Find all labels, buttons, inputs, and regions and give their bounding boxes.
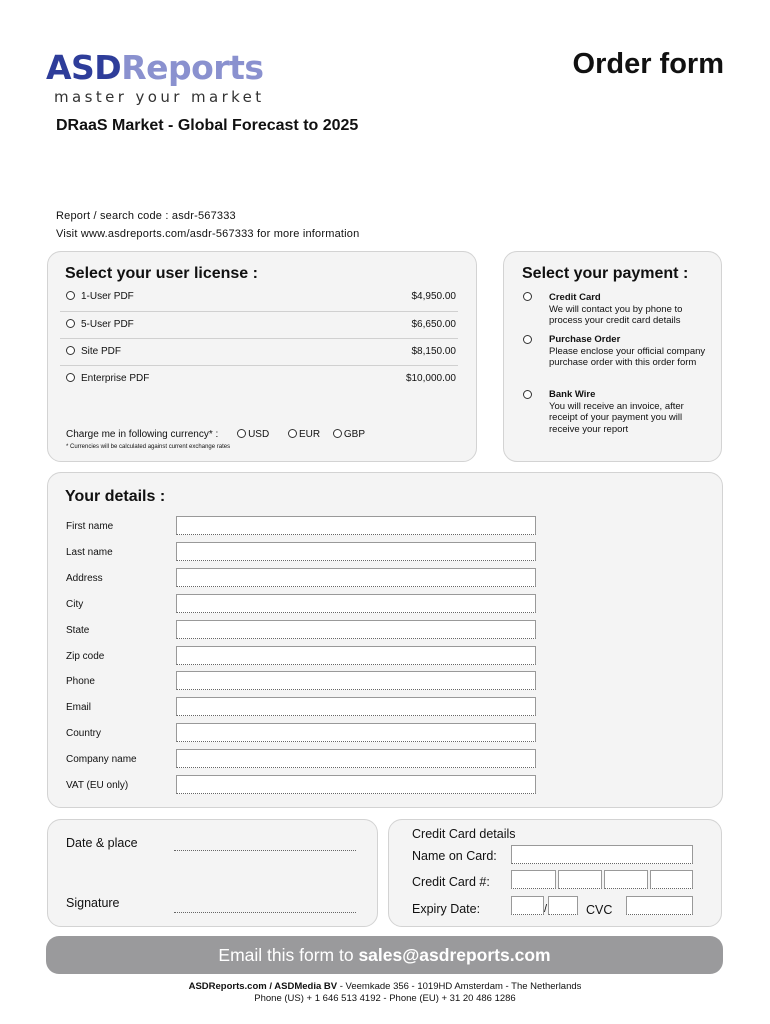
license-option-site[interactable] [66, 343, 456, 361]
report-title: DRaaS Market - Global Forecast to 2025 [56, 117, 359, 134]
footer-address [0, 981, 770, 992]
state-label: State [66, 625, 90, 636]
radio-icon[interactable] [237, 429, 246, 438]
expiry-date-label: Expiry Date: [412, 902, 481, 916]
license-heading: Select your user license : [65, 265, 258, 282]
vat-field[interactable] [176, 775, 536, 794]
license-label: Enterprise PDF [81, 373, 150, 384]
radio-icon[interactable] [66, 319, 75, 328]
expiry-separator: / [544, 903, 548, 915]
email-address-link[interactable]: sales@asdreports.com [358, 945, 551, 965]
email-form-banner[interactable] [46, 936, 723, 974]
license-option-5-user[interactable] [66, 316, 456, 334]
radio-icon[interactable] [523, 335, 532, 344]
radio-icon[interactable] [523, 292, 532, 301]
state-field[interactable] [176, 620, 536, 639]
currency-option-eur[interactable]: EUR [288, 429, 320, 440]
cvc-label: CVC [586, 903, 613, 917]
license-label: 5-User PDF [81, 319, 134, 330]
logo-tagline: master your market [54, 88, 265, 106]
currency-note: * Currencies will be calculated against current exchange rates [66, 444, 231, 450]
country-label: Country [66, 728, 102, 739]
currency-option-usd[interactable]: USD [237, 429, 269, 440]
payment-heading: Select your payment : [522, 265, 689, 282]
date-place-label: Date & place [66, 836, 138, 850]
currency-option-gbp[interactable]: GBP [333, 429, 365, 440]
footer-company: ASDReports.com / ASDMedia BV [188, 981, 338, 992]
company-name-field[interactable] [176, 749, 536, 768]
radio-icon[interactable] [66, 291, 75, 300]
date-place-field[interactable] [174, 850, 356, 851]
card-number-field-2[interactable] [558, 870, 602, 889]
email-label: Email [66, 702, 92, 713]
card-number-field-3[interactable] [604, 870, 648, 889]
name-on-card-label: Name on Card: [412, 849, 497, 863]
city-label: City [66, 599, 84, 610]
first-name-label: First name [66, 521, 114, 532]
country-field[interactable] [176, 723, 536, 742]
expiry-month-field[interactable] [511, 896, 544, 915]
first-name-field[interactable] [176, 516, 536, 535]
email-prefix: Email this form to [218, 945, 359, 965]
details-heading: Your details : [65, 488, 166, 505]
radio-icon[interactable] [523, 390, 532, 399]
license-label: 1-User PDF [81, 291, 134, 302]
zip-code-label: Zip code [66, 651, 105, 662]
order-form-title: Order form [572, 48, 724, 80]
divider [60, 365, 458, 366]
name-on-card-field[interactable] [511, 845, 693, 864]
card-number-field-1[interactable] [511, 870, 556, 889]
divider [60, 311, 458, 312]
payment-option-credit-card[interactable] [549, 292, 709, 327]
radio-icon[interactable] [66, 346, 75, 355]
phone-field[interactable] [176, 671, 536, 690]
license-price: $10,000.00 [405, 373, 456, 384]
logo-part-asd: ASD [46, 48, 122, 87]
address-field[interactable] [176, 568, 536, 587]
city-field[interactable] [176, 594, 536, 613]
license-price: $4,950.00 [411, 291, 456, 302]
payment-option-bank-wire[interactable] [549, 389, 709, 435]
radio-icon[interactable] [333, 429, 342, 438]
divider [60, 338, 458, 339]
logo-part-reports: Reports [121, 48, 264, 87]
signature-label: Signature [66, 896, 120, 910]
card-number-field-4[interactable] [650, 870, 693, 889]
payment-desc: Please enclose your official company purchase order with this order form [549, 345, 706, 368]
company-logo [46, 50, 265, 106]
company-name-label: Company name [66, 754, 137, 765]
last-name-label: Last name [66, 547, 113, 558]
radio-icon[interactable] [66, 373, 75, 382]
last-name-field[interactable] [176, 542, 536, 561]
payment-title: Credit Card [549, 292, 601, 303]
license-option-enterprise[interactable] [66, 370, 456, 388]
payment-desc: We will contact you by phone to process your credit card details [549, 303, 683, 326]
license-label: Site PDF [81, 346, 122, 357]
payment-title: Purchase Order [549, 334, 621, 345]
radio-icon[interactable] [288, 429, 297, 438]
expiry-year-field[interactable] [548, 896, 578, 915]
currency-label: Charge me in following currency* : [66, 429, 219, 440]
email-field[interactable] [176, 697, 536, 716]
vat-label: VAT (EU only) [66, 780, 129, 791]
report-code: Report / search code : asdr-567333 [56, 210, 236, 222]
phone-label: Phone [66, 676, 95, 687]
cvc-field[interactable] [626, 896, 693, 915]
payment-option-purchase-order[interactable] [549, 334, 709, 369]
footer-address-text: - Veemkade 356 - 1019HD Amsterdam - The Netherlands [337, 981, 582, 992]
zip-code-field[interactable] [176, 646, 536, 665]
payment-title: Bank Wire [549, 389, 596, 400]
license-price: $8,150.00 [411, 346, 456, 357]
visit-link-text[interactable]: Visit www.asdreports.com/asdr-567333 for more information [56, 228, 360, 240]
license-option-1-user[interactable] [66, 288, 456, 306]
signature-field[interactable] [174, 912, 356, 913]
footer-phones: Phone (US) + 1 646 513 4192 - Phone (EU) + 31 20 486 1286 [254, 993, 516, 1004]
card-number-label: Credit Card #: [412, 875, 490, 889]
address-label: Address [66, 573, 103, 584]
license-price: $6,650.00 [411, 319, 456, 330]
payment-desc: You will receive an invoice, after receipt of your payment you will receive your report [549, 400, 684, 435]
currency-selector [66, 429, 365, 440]
credit-card-heading: Credit Card details [412, 827, 516, 841]
